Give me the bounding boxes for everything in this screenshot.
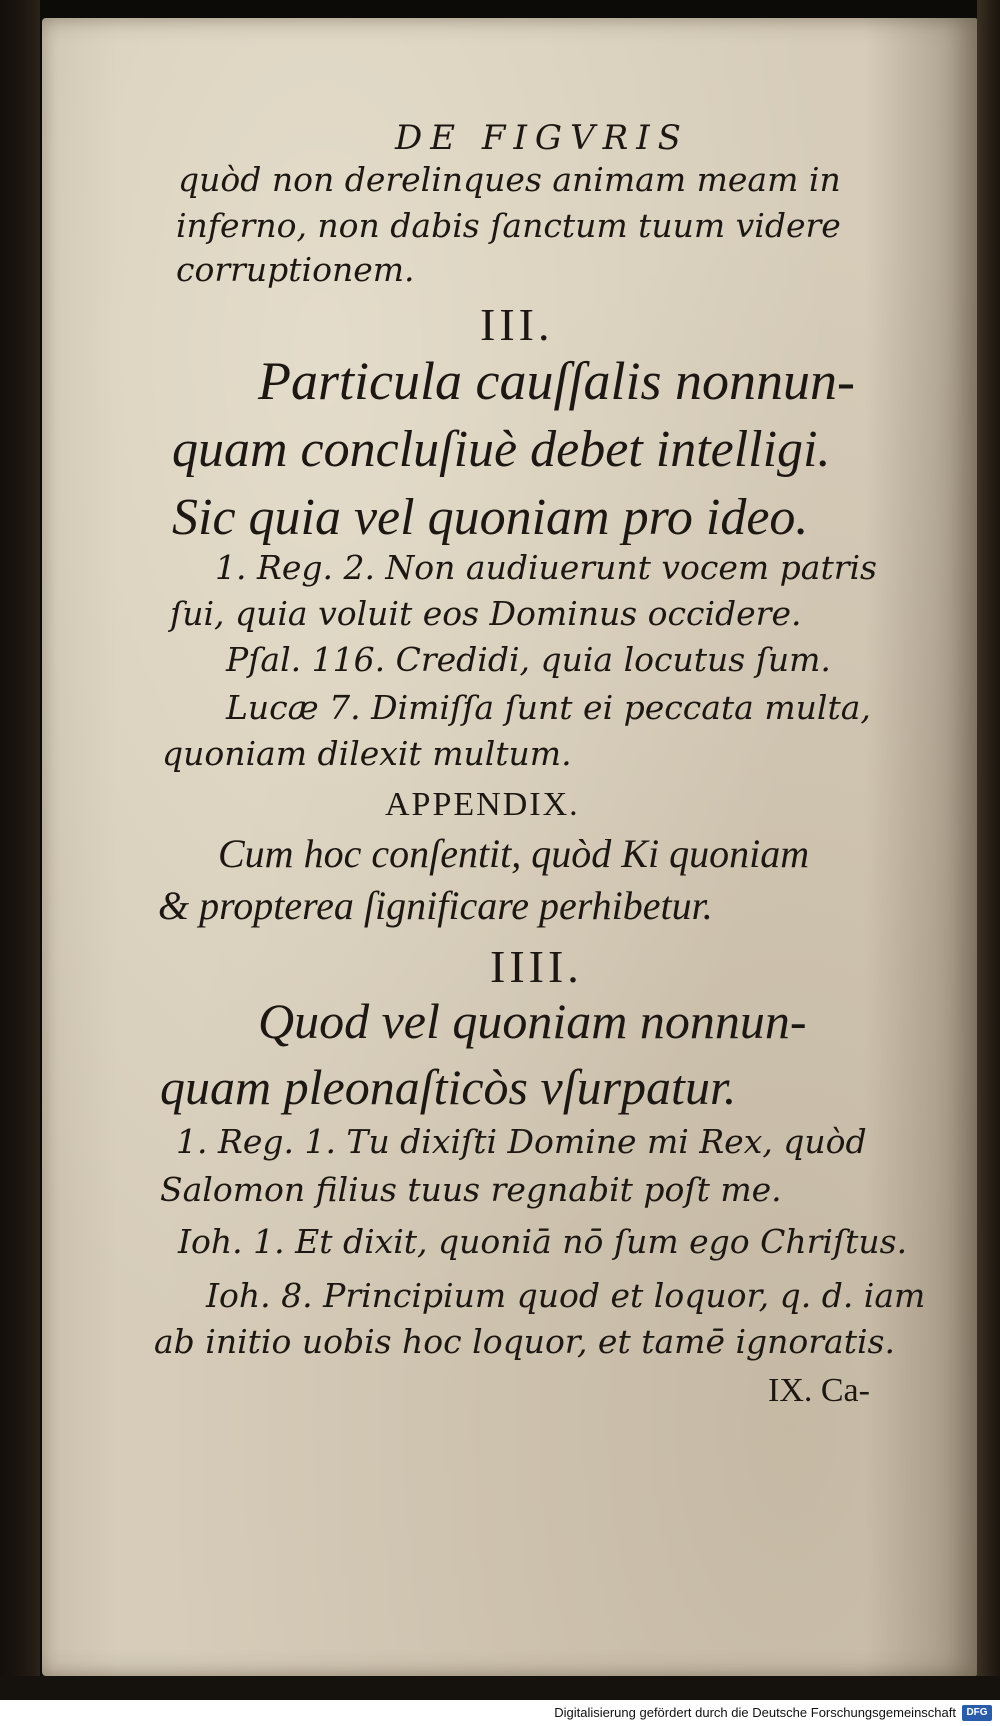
rule-line: Sic quia vel quoniam pro ideo.	[172, 489, 809, 546]
citation-line: Ioh. 1. Et dixit, quoniā nō ſum ego Chriſtus.	[178, 1222, 908, 1261]
footer-credit-text: Digitalisierung gefördert durch die Deutsche Forschungsgemeinschaft	[554, 1705, 956, 1720]
citation-line: 1. Reg. 2. Non audiuerunt vocem patris	[215, 548, 877, 587]
dfg-logo: DFG	[962, 1705, 992, 1721]
rule-line: quam pleonaſticòs vſurpatur.	[160, 1059, 737, 1115]
citation-line: ab initio uobis hoc loquor, et tamē ignoratis.	[154, 1322, 895, 1361]
citation-line: 1. Reg. 1. Tu dixiſti Domine mi Rex, quòd	[176, 1122, 867, 1161]
catchword: IX. Ca-	[768, 1372, 870, 1409]
rule-line: quam concluſiuè debet intelligi.	[172, 421, 831, 478]
text-line: corruptionem.	[176, 250, 415, 289]
citation-line: ſui, quia voluit eos Dominus occidere.	[170, 594, 802, 633]
section-number-iiii: IIII.	[490, 941, 583, 992]
book-edge-right	[977, 0, 1000, 1690]
running-head: DE FIGVRIS	[395, 118, 689, 158]
text-line: quòd non derelinques animam meam in	[178, 160, 841, 199]
citation-line: Lucæ 7. Dimiſſa ſunt ei peccata multa,	[226, 688, 871, 727]
text-line: inferno, non dabis ſanctum tuum videre	[176, 206, 841, 245]
rule-line: Quod vel quoniam nonnun-	[258, 993, 807, 1049]
section-number-iii: III.	[480, 299, 554, 350]
citation-line: Ioh. 8. Principium quod et loquor, q. d. iam	[206, 1276, 926, 1315]
citation-line: quoniam dilexit multum.	[162, 734, 572, 773]
appendix-line: & propterea ſignificare perhibetur.	[158, 883, 713, 928]
book-binding-left-edge	[0, 0, 40, 1726]
book-edge-bottom	[0, 1676, 1000, 1700]
citation-line: Salomon filius tuus regnabit poſt me.	[160, 1170, 782, 1209]
appendix-heading: APPENDIX.	[385, 786, 580, 823]
footer-credit-bar	[0, 1700, 1000, 1726]
citation-line: Pſal. 116. Credidi, quia locutus ſum.	[226, 640, 831, 679]
appendix-line: Cum hoc conſentit, quòd Ki quoniam	[218, 831, 810, 876]
rule-line: Particula cauſſalis nonnun-	[258, 351, 855, 411]
